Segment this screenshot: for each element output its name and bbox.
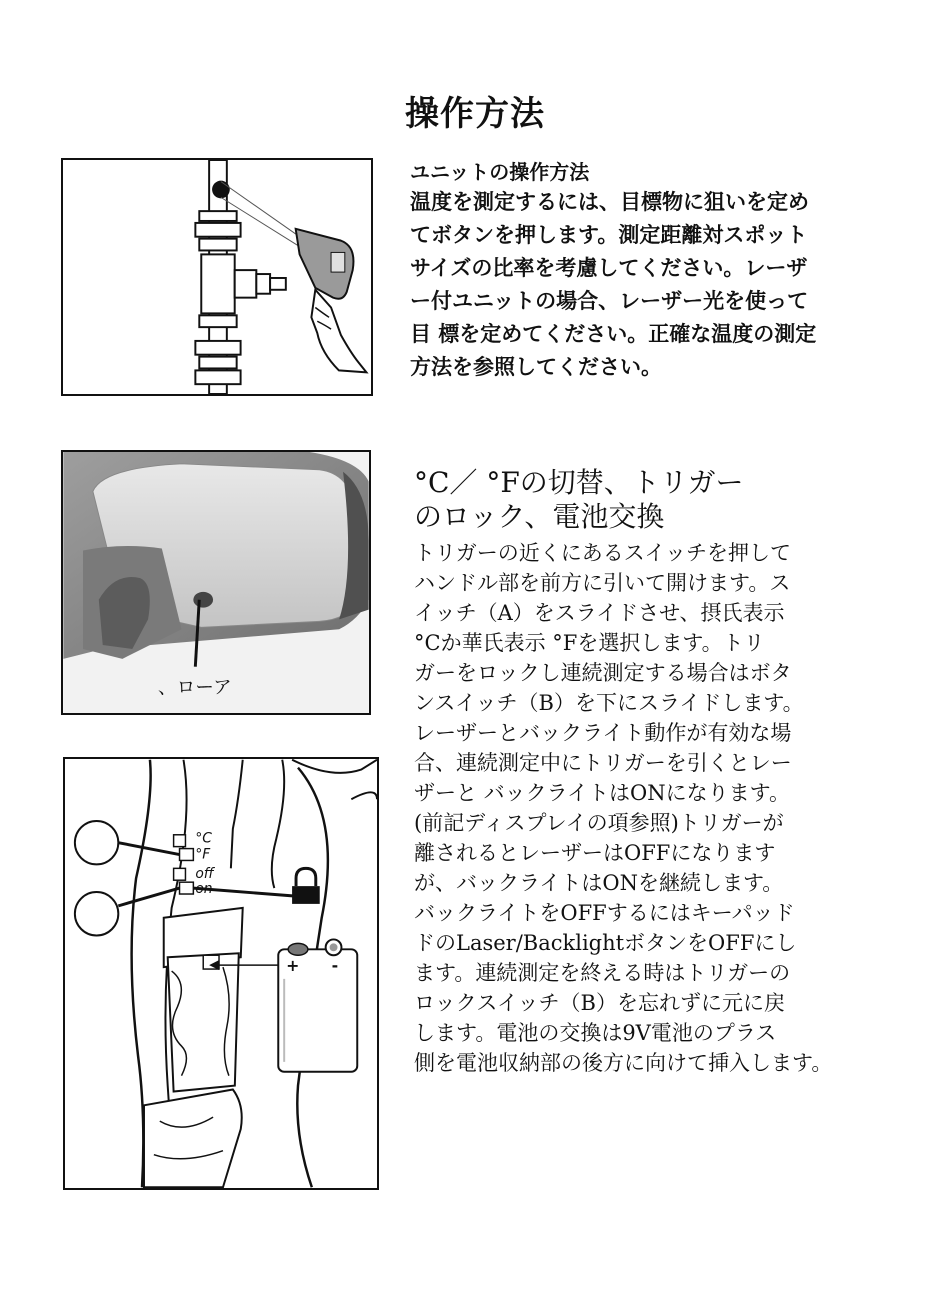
pipe-thermometer-illustration xyxy=(63,160,371,394)
label-fahrenheit: °F xyxy=(195,846,211,863)
section-unit-body xyxy=(410,186,880,384)
section-switch-body xyxy=(414,538,894,1078)
switch-photo-illustration xyxy=(63,452,369,713)
heading-line: のロック、電池交換 xyxy=(414,500,665,533)
body-line: 離されるとレーザーはOFFになります xyxy=(414,841,776,865)
label-off: off xyxy=(195,866,214,883)
section-unit-heading: ユニットの操作方法 xyxy=(410,160,590,184)
body-line: ガーをロックし連続測定する場合はボタ xyxy=(414,661,792,685)
body-line: 温度を測定するには、目標物に狙いを定め xyxy=(410,190,809,214)
body-line: サイズの比率を考慮してください。レーザ xyxy=(410,256,808,280)
body-line: が、バックライトはONを継続します。 xyxy=(414,871,784,895)
body-line: 目 標を定めてください。正確な温度の測定 xyxy=(410,322,817,346)
callout-circle-b xyxy=(75,892,118,935)
page-title: 操作方法 xyxy=(405,94,545,134)
body-line: バックライトをOFFするにはキーパッド xyxy=(414,901,795,925)
battery-9v-icon xyxy=(278,939,357,1071)
callout-circle-a xyxy=(75,821,118,864)
figure-label-lower: 、ローア xyxy=(157,677,232,699)
body-line: ザーと バックライトはONになります。 xyxy=(414,781,790,805)
body-line: ンスイッチ（B）を下にスライドします。 xyxy=(414,691,804,715)
body-line: します。電池の交換は9V電池のプラス xyxy=(414,1021,777,1045)
body-line: てボタンを押します。測定距離対スポット xyxy=(410,223,808,247)
body-line: (前記ディスプレイの項参照)トリガーが xyxy=(414,811,784,835)
battery-compartment-illustration xyxy=(65,759,377,1188)
body-line: 方法を参照してください。 xyxy=(410,355,662,379)
label-on: on xyxy=(195,881,213,898)
body-line: ます。連続測定を終える時はトリガーの xyxy=(414,961,791,985)
section-unit-operation xyxy=(410,158,880,384)
body-line: トリガーの近くにあるスイッチを押して xyxy=(414,541,791,565)
body-line: イッチ（A）をスライドさせ、摂氏表示 xyxy=(414,601,785,625)
body-line: °Cか華氏表示 °Fを選択します。トリ xyxy=(414,631,765,655)
battery-minus-label: - xyxy=(331,956,339,976)
label-celsius: °C xyxy=(195,830,212,847)
body-line: ー付ユニットの場合、レーザー光を使って xyxy=(410,289,809,313)
battery-plus-label: + xyxy=(286,956,300,976)
body-line: 側を電池収納部の後方に向けて挿入します。 xyxy=(414,1051,833,1075)
figure-battery-compartment xyxy=(63,757,379,1190)
section-switch-battery xyxy=(414,466,894,1078)
body-line: レーザーとバックライト動作が有効な場 xyxy=(414,721,792,745)
figure-pipe-measurement xyxy=(61,158,373,396)
heading-line: °C／ °Fの切替、トリガー xyxy=(414,466,744,499)
body-line: 合、連続測定中にトリガーを引くとレー xyxy=(414,751,792,775)
figure-switch-photo xyxy=(61,450,371,715)
lock-icon xyxy=(292,868,320,904)
section-switch-heading xyxy=(414,466,894,534)
body-line: ドのLaser/BacklightボタンをOFFにし xyxy=(414,931,797,955)
body-line: ハンドル部を前方に引いて開けます。ス xyxy=(414,571,791,595)
body-line: ロックスイッチ（B）を忘れずに元に戻 xyxy=(414,991,785,1015)
